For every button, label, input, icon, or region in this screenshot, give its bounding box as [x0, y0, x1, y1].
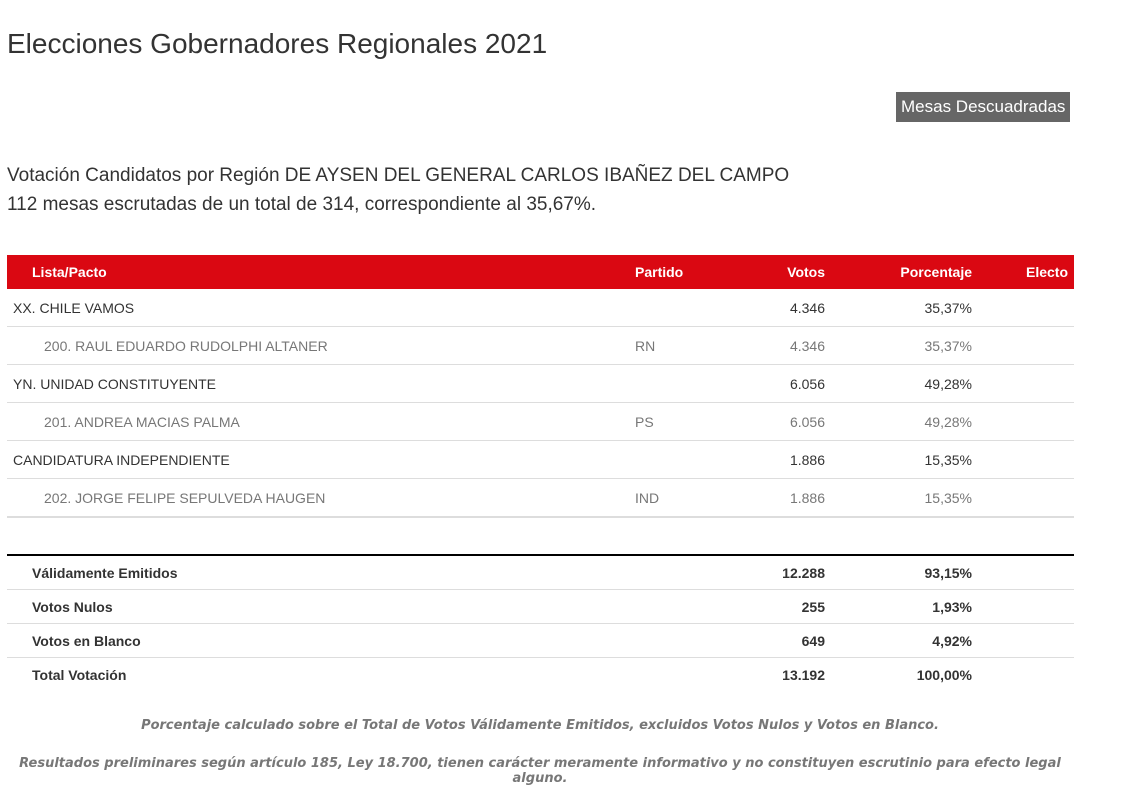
- partido-cell: IND: [635, 479, 735, 518]
- partido-cell: [635, 365, 735, 403]
- totals-empty-cell: [972, 658, 1074, 692]
- table-row-pacto: [7, 289, 1074, 327]
- header-partido: Partido: [635, 264, 684, 280]
- totals-empty-cell: [972, 555, 1074, 590]
- header-electo: Electo: [1025, 264, 1068, 280]
- legal-disclaimer: Resultados preliminares según artículo 185, Ley 18.700, tienen carácter meramente informativo y no constituyen escrutinio para efecto legal alguno.: [19, 756, 1061, 786]
- votos-cell: 1.886: [735, 479, 825, 518]
- votos-cell: 4.346: [735, 289, 825, 327]
- partido-cell: RN: [635, 327, 735, 365]
- totals-empty-cell: [972, 624, 1074, 658]
- lista-cell: CANDIDATURA INDEPENDIENTE: [7, 441, 635, 479]
- votos-cell: 6.056: [735, 403, 825, 441]
- totals-empty-cell: [635, 555, 735, 590]
- totals-table: [7, 554, 1074, 691]
- table-row-candidate: [7, 327, 1074, 365]
- totals-porcentaje: 100,00%: [916, 666, 972, 683]
- totals-label: Total Votación: [32, 666, 127, 683]
- totals-row-nulos: [7, 590, 1074, 624]
- region-title: Votación Candidatos por Región DE AYSEN DEL GENERAL CARLOS IBAÑEZ DEL CAMPO: [7, 165, 790, 186]
- votos-cell: 1.886: [735, 441, 825, 479]
- header-votos: Votos: [787, 264, 825, 280]
- totals-porcentaje: 4,92%: [825, 624, 972, 658]
- lista-cell: YN. UNIDAD CONSTITUYENTE: [7, 365, 635, 403]
- table-row-candidate: [7, 479, 1074, 518]
- totals-empty-cell: [635, 658, 735, 692]
- totals-label: Votos Nulos: [7, 590, 635, 624]
- lista-cell: 202. JORGE FELIPE SEPULVEDA HAUGEN: [7, 479, 635, 518]
- mesas-summary: 112 mesas escrutadas de un total de 314, correspondiente al 35,67%.: [7, 194, 597, 215]
- partido-cell: [635, 289, 735, 327]
- results-table: [7, 255, 1074, 518]
- lista-cell: 200. RAUL EDUARDO RUDOLPHI ALTANER: [7, 327, 635, 365]
- totals-porcentaje: 1,93%: [825, 590, 972, 624]
- partido-cell: [635, 441, 735, 479]
- electo-cell: [972, 365, 1074, 403]
- lista-cell: 201. ANDREA MACIAS PALMA: [7, 403, 635, 441]
- header-porcentaje: Porcentaje: [900, 264, 972, 280]
- mesas-descuadradas-button[interactable]: Mesas Descuadradas: [896, 92, 1070, 122]
- region-subtitle: [7, 161, 789, 219]
- results-header-row: [7, 255, 1074, 289]
- percentage-note: Porcentaje calculado sobre el Total de Votos Válidamente Emitidos, excluidos Votos Nulos y Votos en Blanco.: [141, 718, 939, 733]
- porcentaje-cell: 15,35%: [825, 479, 972, 518]
- totals-votos: 255: [735, 590, 825, 624]
- porcentaje-cell: 35,37%: [825, 289, 972, 327]
- totals-label: Votos en Blanco: [7, 624, 635, 658]
- totals-votos: 649: [735, 624, 825, 658]
- porcentaje-cell: 49,28%: [825, 403, 972, 441]
- table-row-candidate: [7, 403, 1074, 441]
- totals-votos: 13.192: [782, 666, 825, 683]
- totals-row-blanco: [7, 624, 1074, 658]
- totals-label: Válidamente Emitidos: [7, 555, 635, 590]
- electo-cell: [972, 479, 1074, 518]
- porcentaje-cell: 35,37%: [825, 327, 972, 365]
- lista-cell: XX. CHILE VAMOS: [7, 289, 635, 327]
- page-title: Elecciones Gobernadores Regionales 2021: [7, 28, 548, 59]
- votos-cell: 6.056: [735, 365, 825, 403]
- totals-row-validos: [7, 555, 1074, 590]
- header-lista-pacto: Lista/Pacto: [32, 264, 107, 280]
- table-row-pacto: [7, 441, 1074, 479]
- electo-cell: [972, 327, 1074, 365]
- totals-votos: 12.288: [735, 555, 825, 590]
- electo-cell: [972, 403, 1074, 441]
- votos-cell: 4.346: [735, 327, 825, 365]
- electo-cell: [972, 289, 1074, 327]
- totals-empty-cell: [635, 624, 735, 658]
- electo-cell: [972, 441, 1074, 479]
- porcentaje-cell: 15,35%: [825, 441, 972, 479]
- totals-empty-cell: [635, 590, 735, 624]
- totals-row-total: [7, 658, 1074, 692]
- partido-cell: PS: [635, 403, 735, 441]
- totals-porcentaje: 93,15%: [825, 555, 972, 590]
- totals-empty-cell: [972, 590, 1074, 624]
- porcentaje-cell: 49,28%: [825, 365, 972, 403]
- table-row-pacto: [7, 365, 1074, 403]
